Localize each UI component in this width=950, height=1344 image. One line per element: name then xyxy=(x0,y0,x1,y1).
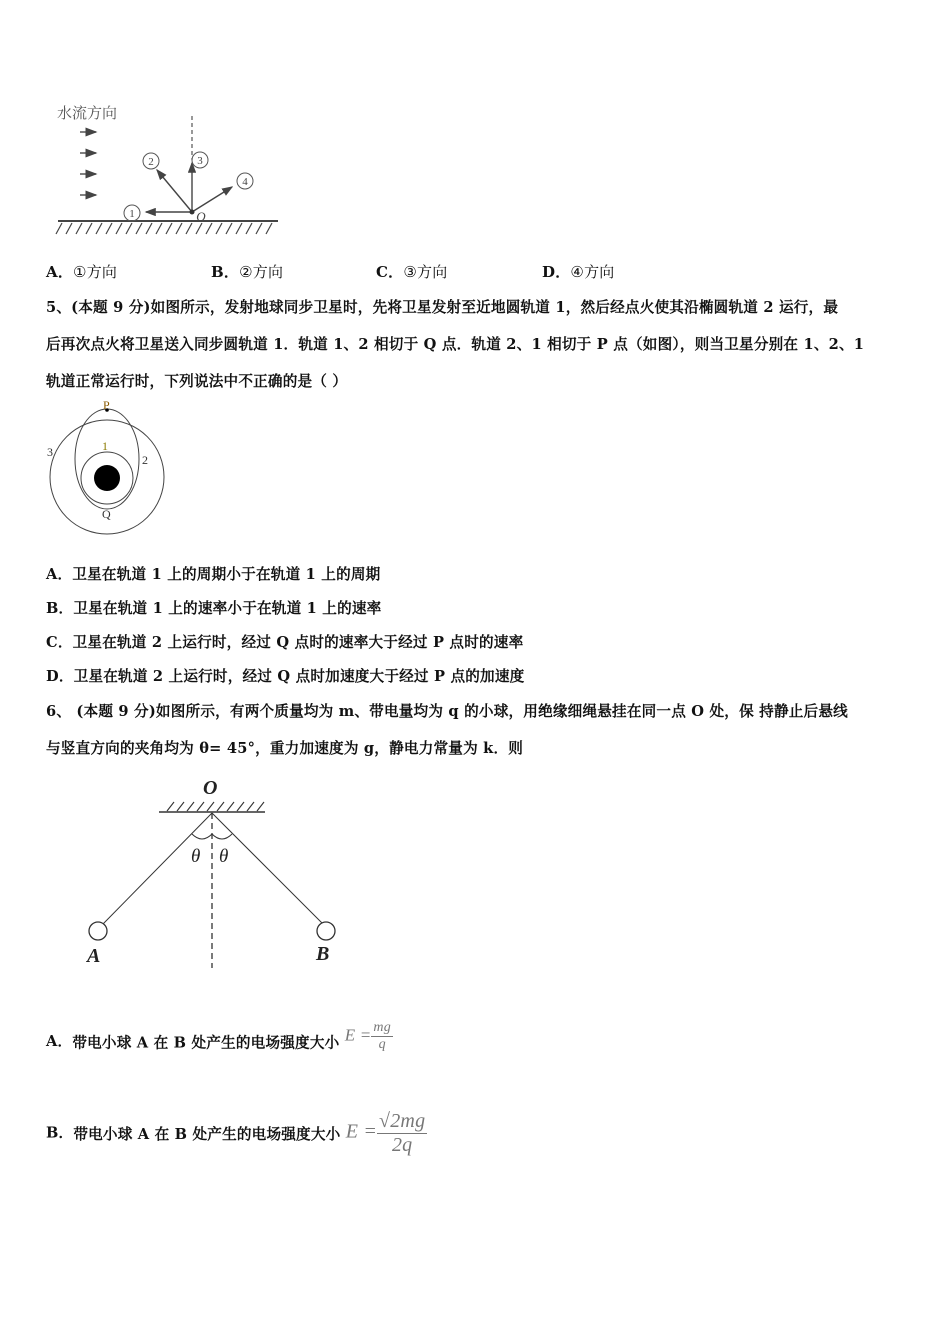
q5-option-d[interactable] xyxy=(46,665,524,686)
option-letter: B． xyxy=(46,1124,74,1142)
svg-text:B: B xyxy=(316,943,330,965)
svg-text:θ: θ xyxy=(219,846,229,867)
svg-text:O: O xyxy=(203,777,218,799)
option-letter: A． xyxy=(46,1033,73,1050)
q5-stem-line-2: 后再次点火将卫星送入同步圆轨道 1．轨道 1、2 相切于 Q 点．轨道 2、1 相切于 P 点（如图），则当卫星分别在 1、2、1 xyxy=(46,336,865,353)
option-letter: C． xyxy=(46,634,73,651)
option-letter: D． xyxy=(46,668,74,685)
option-letter: C． xyxy=(376,263,404,281)
option-text: 带电小球 A 在 B 处产生的电场强度大小 xyxy=(73,1126,341,1143)
water-flow-label: 水流方向 xyxy=(57,104,118,122)
option-text: 卫星在轨道 1 上的周期小于在轨道 1 上的周期 xyxy=(72,566,381,583)
option-letter: A． xyxy=(46,263,74,281)
point-p-label: P xyxy=(103,398,110,412)
option-letter: A． xyxy=(46,566,73,583)
option-text: ③方向 xyxy=(403,263,448,281)
q4-option-a[interactable] xyxy=(46,261,117,282)
svg-text:2: 2 xyxy=(142,453,148,467)
option-text: 卫星在轨道 1 上的速率小于在轨道 1 上的速率 xyxy=(73,600,382,617)
svg-text:Q: Q xyxy=(102,507,111,521)
svg-text:1: 1 xyxy=(129,208,135,220)
option-letter: B． xyxy=(211,263,240,281)
formula-e-sqrt2mg-over-2q: E = $\frac{√2mg}{2q}$ xyxy=(345,1110,426,1156)
q4-options xyxy=(46,261,926,281)
option-text: 卫星在轨道 2 上运行时，经过 Q 点时的速率大于经过 P 点时的速率 xyxy=(72,634,524,651)
svg-text:θ: θ xyxy=(191,846,201,867)
option-text: ④方向 xyxy=(570,263,615,281)
water-flow-figure xyxy=(50,100,290,240)
q5-option-b[interactable] xyxy=(46,597,381,618)
q4-option-b[interactable] xyxy=(211,261,283,282)
svg-text:2: 2 xyxy=(148,156,154,168)
q6-stem-line-2: 与竖直方向的夹角均为 θ= 45°，重力加速度为 g，静电力常量为 k．则 xyxy=(46,740,524,757)
orbit-figure xyxy=(44,398,174,538)
q5-stem-line-1: 5、(本题 9 分)如图所示，发射地球同步卫星时，先将卫星发射至近地圆轨道 1，然后经点火使其沿椭圆轨道 2 运行，最 xyxy=(46,299,839,316)
svg-text:A: A xyxy=(87,945,101,967)
svg-text:3: 3 xyxy=(47,445,53,459)
svg-text:1: 1 xyxy=(102,439,108,453)
q4-option-c[interactable] xyxy=(376,261,447,282)
orbit-diagram xyxy=(44,398,174,538)
pendulum-figure xyxy=(75,770,375,970)
q5-option-a[interactable] xyxy=(46,563,380,584)
q6-option-a[interactable] xyxy=(46,1019,393,1053)
option-letter: B． xyxy=(46,600,74,617)
option-text: ①方向 xyxy=(73,263,118,281)
option-text: 卫星在轨道 2 上运行时，经过 Q 点时加速度大于经过 P 点的加速度 xyxy=(73,668,525,685)
q5-option-c[interactable] xyxy=(46,631,523,652)
formula-e-mg-over-q: E = $\frac{mg}{q}$ xyxy=(344,1019,391,1052)
pendulum-diagram xyxy=(75,770,375,970)
q5-stem-line-3: 轨道正常运行时，下列说法中不正确的是（ ） xyxy=(46,373,348,390)
svg-text:3: 3 xyxy=(197,155,203,167)
option-text: 带电小球 A 在 B 处产生的电场强度大小 xyxy=(72,1034,340,1052)
option-text: ②方向 xyxy=(239,263,284,281)
svg-text:4: 4 xyxy=(242,176,248,188)
q6-stem-line-1: 6、 (本题 9 分)如图所示，有两个质量均为 m、带电量均为 q 的小球，用绝缘细绳悬挂在同一点 O 处，保 持静止后悬线 xyxy=(46,703,848,720)
svg-text:O: O xyxy=(196,209,206,224)
q4-option-d[interactable] xyxy=(542,261,614,282)
q6-option-b[interactable] xyxy=(46,1110,427,1157)
option-letter: D． xyxy=(542,263,571,281)
